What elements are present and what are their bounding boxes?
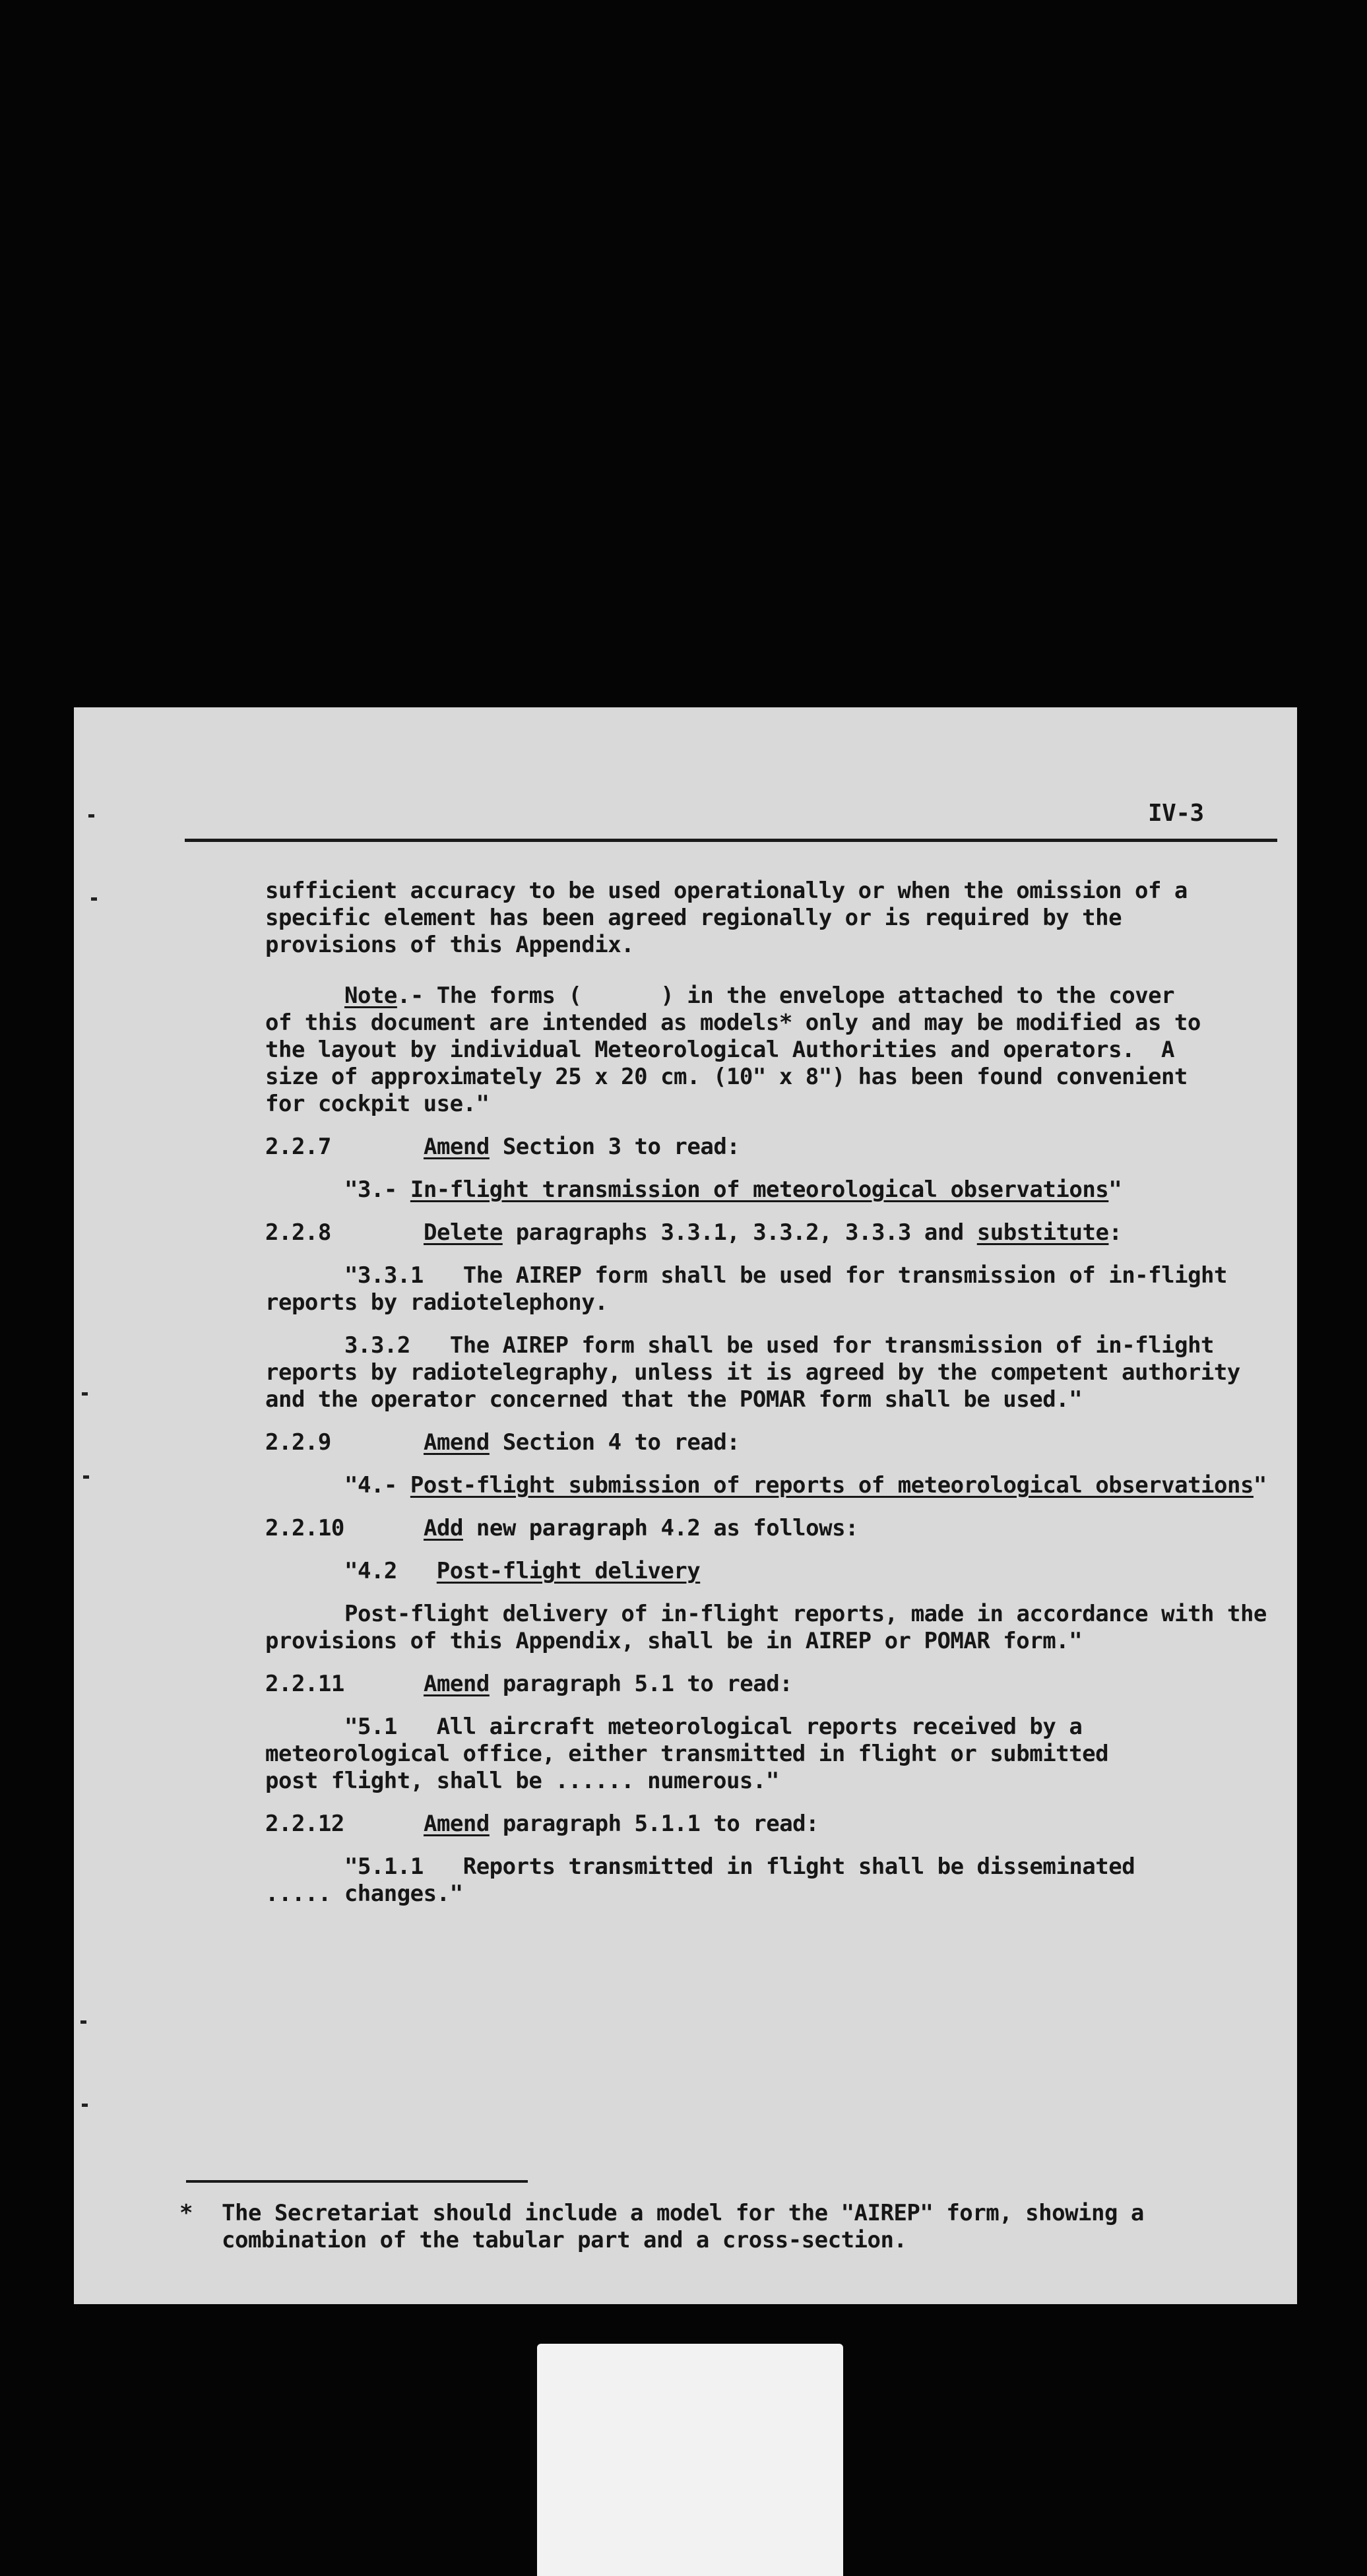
section-2-2-7: 2.2.7 Amend Section 3 to read:	[265, 1134, 740, 1160]
quote-section-3: "3.- In-flight transmission of meteorological observations"	[344, 1176, 1122, 1203]
section-2-2-11: 2.2.11 Amend paragraph 5.1 to read:	[265, 1671, 793, 1697]
paragraph-5-1-line: post flight, shall be ...... numerous."	[265, 1768, 779, 1794]
margin-mark	[91, 897, 97, 901]
paragraph-3-3-2-line: and the operator concerned that the POMAR form shall be used."	[265, 1386, 1083, 1413]
quote-section-4: "4.- Post-flight submission of reports of meteorological observations"	[344, 1472, 1267, 1498]
margin-mark	[80, 2020, 86, 2024]
margin-mark	[82, 2104, 88, 2107]
note-line: for cockpit use."	[265, 1091, 490, 1117]
footnote-line: * The Secretariat should include a model for the "AIREP" form, showing a	[179, 2200, 1144, 2226]
note-line: the layout by individual Meteorological Authorities and operators. A	[265, 1037, 1174, 1063]
note-label: Note	[344, 982, 397, 1009]
note-line: of this document are intended as models* only and may be modified as to	[265, 1010, 1201, 1036]
paragraph-3-3-1-line: "3.3.1 The AIREP form shall be used for transmission of in-flight	[344, 1262, 1227, 1289]
margin-mark	[83, 1475, 89, 1479]
paragraph-5-1-1-line: "5.1.1 Reports transmitted in flight shall be disseminated	[344, 1853, 1135, 1880]
margin-mark	[88, 814, 94, 818]
quote-paragraph-4-2: "4.2 Post-flight delivery	[344, 1558, 701, 1584]
paragraph-5-1-line: meteorological office, either transmitted in flight or submitted	[265, 1741, 1109, 1767]
note-line: Note.- The forms ( ) in the envelope attached to the cover	[344, 982, 1175, 1009]
paragraph-3-3-2-line: reports by radiotelegraphy, unless it is agreed by the competent authority	[265, 1359, 1240, 1386]
document-body	[265, 878, 1308, 1908]
document-page	[74, 707, 1297, 2304]
paragraph-4-2-line: provisions of this Appendix, shall be in AIREP or POMAR form."	[265, 1628, 1083, 1654]
header-rule	[185, 839, 1277, 842]
paragraph-5-1-line: "5.1 All aircraft meteorological reports received by a	[344, 1714, 1083, 1740]
margin-mark	[82, 1392, 88, 1396]
note-line: size of approximately 25 x 20 cm. (10" x 8") has been found convenient	[265, 1064, 1188, 1090]
page-number: IV-3	[1148, 800, 1204, 827]
paragraph-3-3-1-line: reports by radiotelephony.	[265, 1289, 608, 1316]
section-2-2-12: 2.2.12 Amend paragraph 5.1.1 to read:	[265, 1811, 819, 1837]
section-2-2-10: 2.2.10 Add new paragraph 4.2 as follows:	[265, 1515, 859, 1541]
footnote-rule	[186, 2180, 528, 2183]
paragraph-3-3-2-line: 3.3.2 The AIREP form shall be used for transmission of in-flight	[344, 1332, 1215, 1359]
footnote-line: combination of the tabular part and a cross-section.	[222, 2227, 907, 2253]
footnote	[179, 2200, 1235, 2254]
section-2-2-8: 2.2.8 Delete paragraphs 3.3.1, 3.3.2, 3.3.3 and substitute:	[265, 1219, 1122, 1246]
section-2-2-9: 2.2.9 Amend Section 4 to read:	[265, 1429, 740, 1456]
paragraph-line: sufficient accuracy to be used operationally or when the omission of a	[265, 878, 1188, 904]
paragraph-5-1-1-line: ..... changes."	[265, 1881, 463, 1907]
footnote-marker: *	[179, 2200, 193, 2226]
paragraph-line: specific element has been agreed regionally or is required by the	[265, 905, 1122, 931]
paragraph-4-2-line: Post-flight delivery of in-flight reports, made in accordance with the	[344, 1601, 1267, 1627]
calibration-card	[537, 2344, 843, 2576]
paragraph-line: provisions of this Appendix.	[265, 932, 635, 958]
